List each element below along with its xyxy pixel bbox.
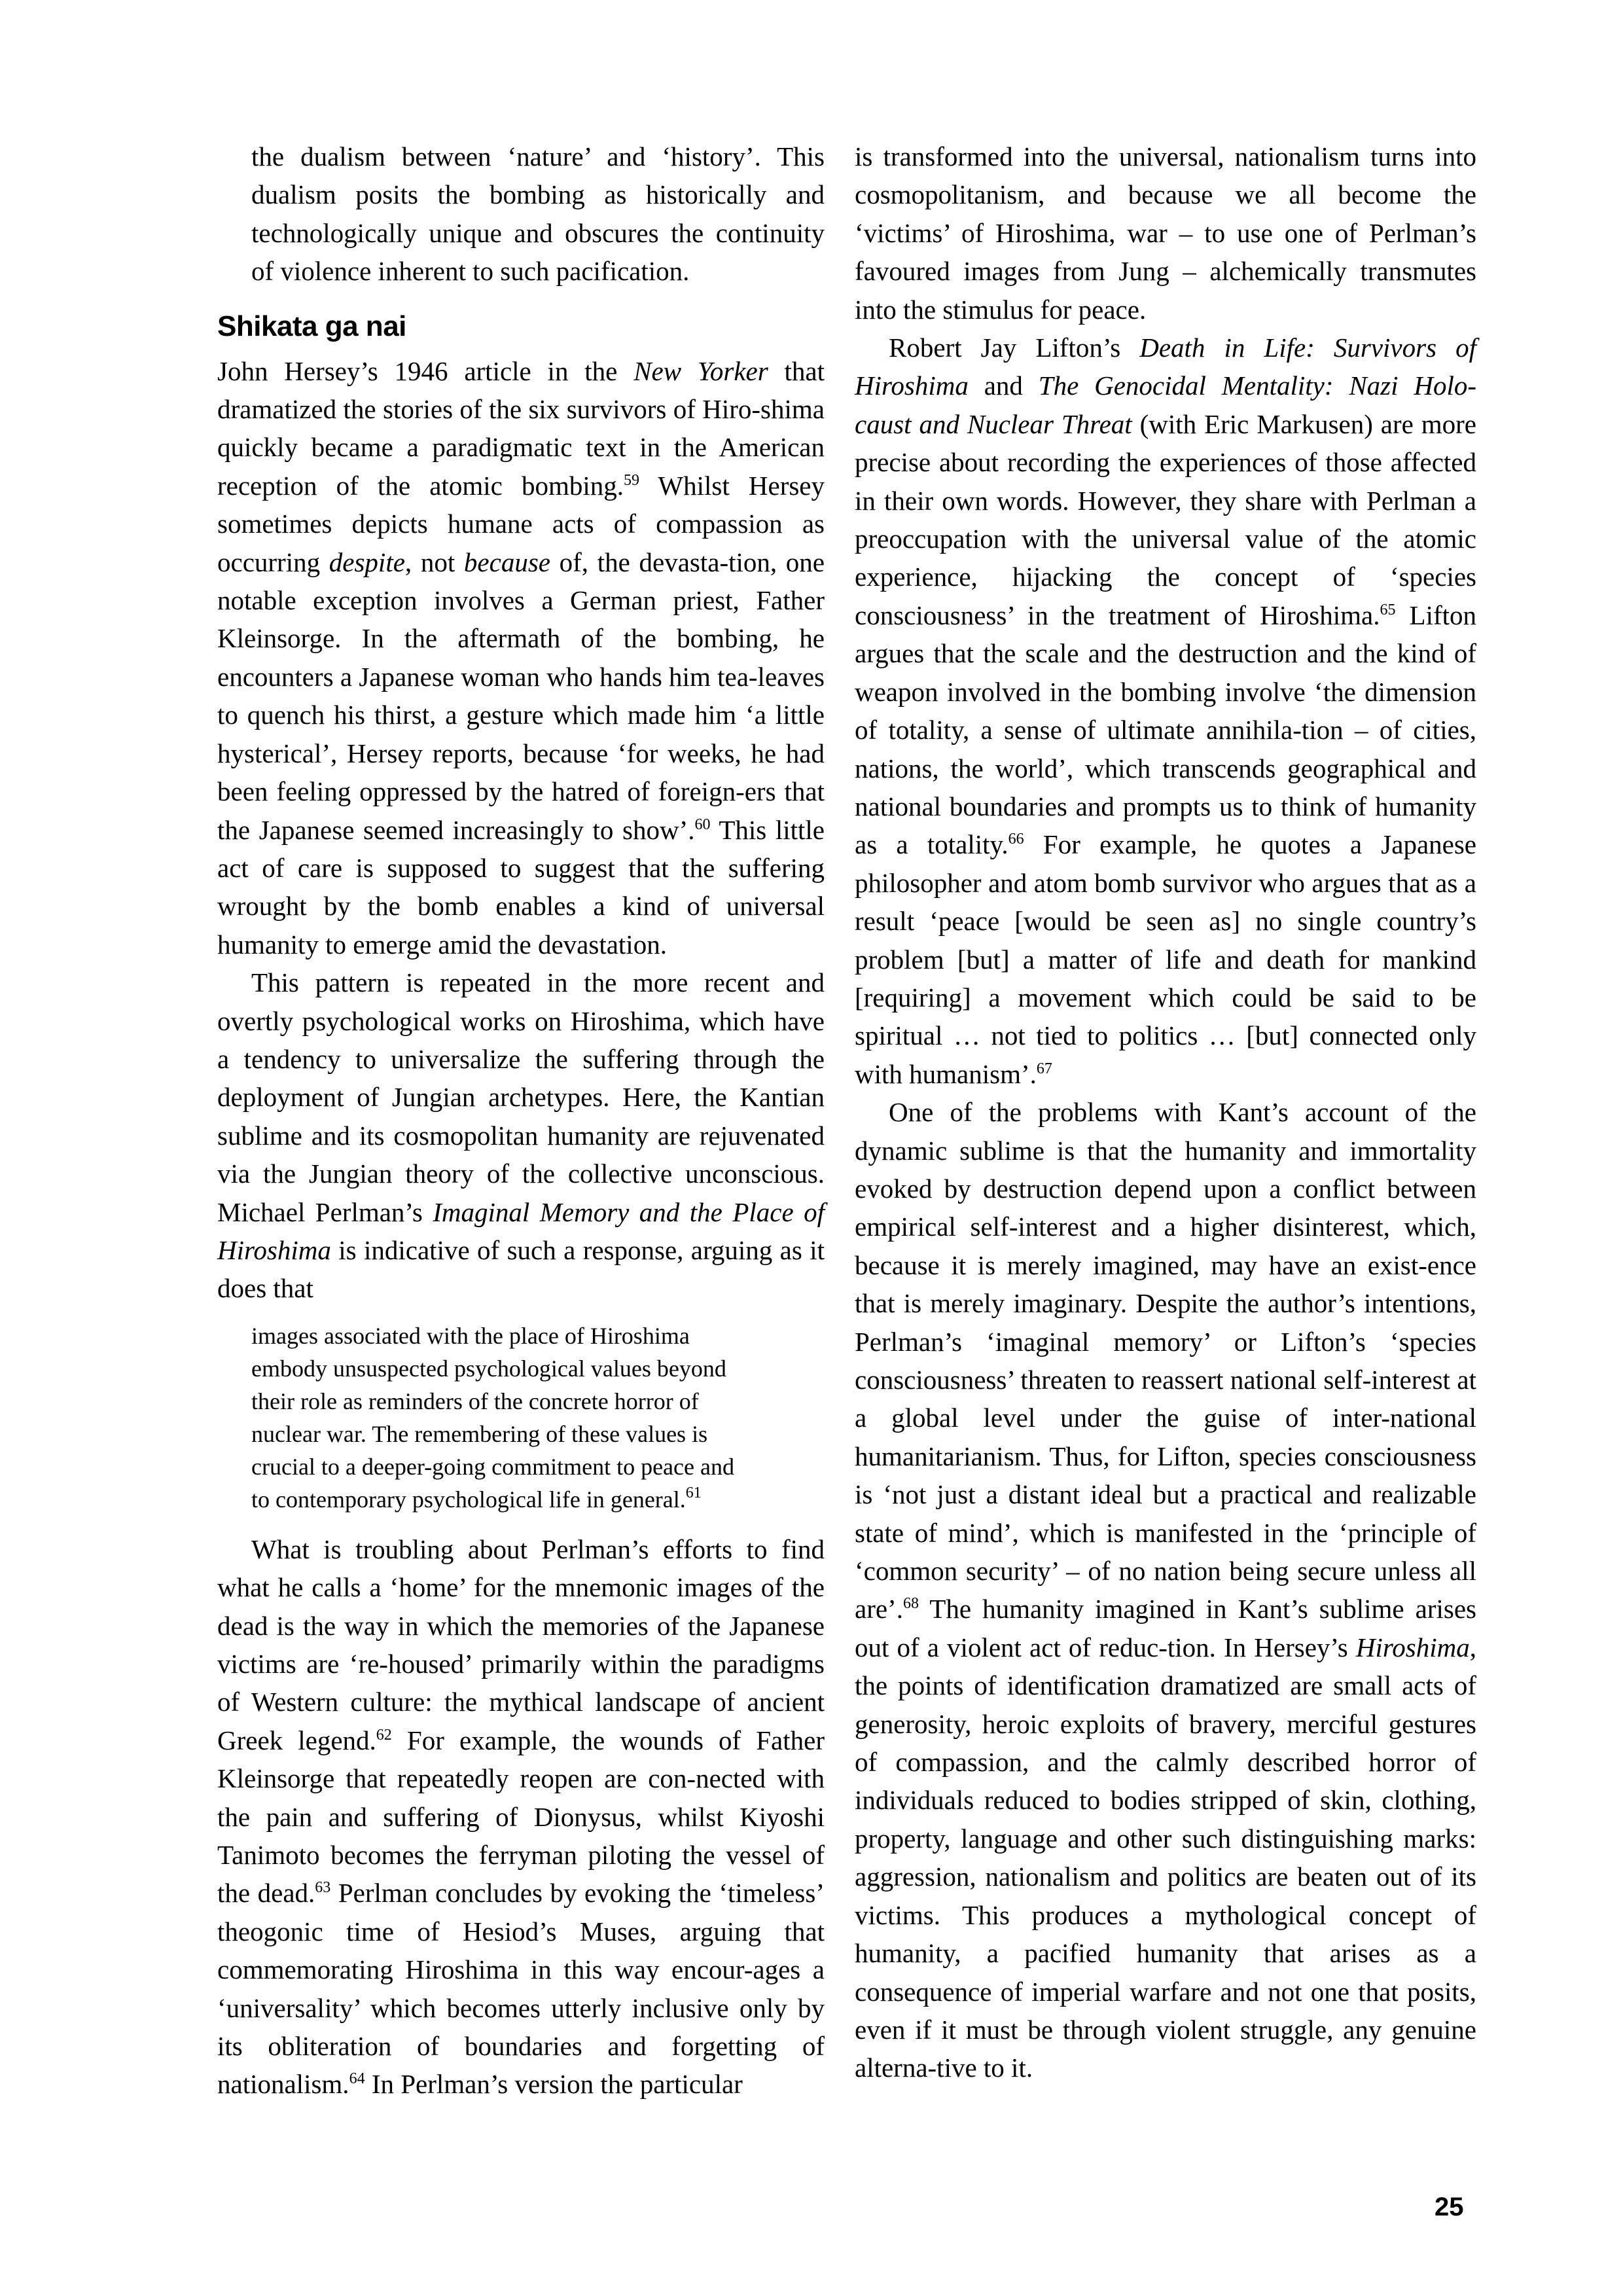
quote-line [251,1483,775,1516]
italic-emphasis: because [463,547,550,577]
page-number: 25 [1435,2193,1464,2221]
body-paragraph [217,963,825,1308]
text-segment: is indicative of such a response, arguing as it does that [217,1234,825,1304]
body-paragraph [855,1093,1476,2087]
text-segment: that dramatized the stories of the six survivors of Hiro-shima quickly became a paradigmatic text in the American reception of the atomic bombing. [217,355,825,501]
text-segment: The humanity imagined in Kant’s sublime arises out of a violent act of reduc-tion. In Hersey’s [855,1594,1476,1662]
body-paragraph [855,329,1476,1093]
footnote-ref[interactable]: 66 [1008,831,1024,848]
text-segment: of, the devasta-tion, one notable exception involves a German priest, Father Kleinsorge. In the aftermath of the bombing, he encounters a Japanese woman who hands him tea-leaves to quench his thirst, a gesture which made him ‘a little hysterical’, Hersey reports, because ‘for weeks, he had been feeling oppressed by the hatred of foreign-ers that the Japanese seemed increasingly to show’. [217,547,825,845]
quote-line: nuclear war. The remembering of these values is [251,1420,708,1447]
text-segment: (with Eric Markusen) are more precise about recording the experiences of those affected in their own words. However, they share with Perlman a preoccupation with the universal value of the atomic experience, hijacking the concept of ‘species consciousness’ in the treatment of Hiroshima. [855,408,1476,630]
text-segment: , not [404,547,464,577]
section-heading: Shikata ga nai [217,310,406,342]
italic-title: Imaginal Memory and the Place of Hiroshima [217,1196,825,1265]
text-segment: For example, he quotes a Japanese philosopher and atom bomb survivor who argues that as a result ‘peace [would be seen as] no single country’s problem [but] a matter of life and death for mankind [requiring] a movement which could be said to be spiritual … not tied to politics … [but] connected only with humanism’. [855,829,1476,1089]
text-segment: This little act of care is supposed to suggest that the suffering wrought by the bomb enables a kind of universal humanity to emerge amid the devastation. [217,814,825,960]
footnote-ref[interactable]: 59 [624,471,639,489]
body-paragraph [217,1530,825,2104]
text-segment: For example, the wounds of Father Kleinsorge that repeatedly reopen are con-nected with the pain and suffering of Dionysus, whilst Kiyoshi Tanimoto becomes the ferryman piloting the vessel of the dead. [217,1725,825,1909]
footnote-ref[interactable]: 62 [376,1726,392,1744]
text-segment: and [968,370,1039,401]
intro-paragraph: the dualism between ‘nature’ and ‘history’. This dualism posits the bombing as historically and technologically unique and obscures the continuity of violence inherent to such pacification. [251,141,825,287]
quote-line: their role as reminders of the concrete horror of [251,1388,699,1414]
footnote-ref[interactable]: 65 [1380,601,1396,619]
text-segment: This pattern is repeated in the more recent and overtly psychological works on Hiroshima, which have a tendency to universalize the suffering through the deployment of Jungian archetypes. Here, the Kantian sublime and its cosmopolitan humanity are rejuvenated via the Jungian theory of the collective unconscious. Michael Perlman’s [217,967,825,1227]
footnote-ref[interactable]: 67 [1036,1060,1052,1077]
quote-line: embody unsuspected psychological values beyond [251,1355,726,1382]
footnote-ref[interactable]: 68 [902,1595,919,1613]
italic-emphasis: despite [329,547,405,577]
text-segment: Whilst Hersey sometimes depicts humane acts of compassion as occurring [217,470,825,577]
text-segment: Robert Jay Lifton’s [889,332,1140,363]
italic-title: New Yorker [633,355,768,386]
block-quote [251,1319,775,1516]
footnote-ref[interactable]: 61 [685,1484,702,1501]
right-column [855,137,1476,2087]
footnote-ref[interactable]: 60 [694,816,711,833]
italic-title: Hiroshima [1355,1632,1470,1662]
footnote-ref[interactable]: 63 [315,1879,331,1897]
italic-title: The Genocidal Mentality: Nazi Holo-caust and Nuclear Threat [855,370,1476,439]
text-segment: One of the problems with Kant’s account of the dynamic sublime is that the humanity and immortality evoked by destruction depend upon a conflict between empirical self-interest and a higher disinterest, which, because it is merely imagined, may have an exist-ence that is merely imaginary. Despite the author’s intentions, Perlman’s ‘imaginal memory’ or Lifton’s ‘species consciousness’ threaten to reassert national self-interest at a global level under the guise of inter-national humanitarianism. Thus, for Lifton, species consciousness is ‘not just a distant ideal but a practical and realizable state of mind’, which is manifested in the ‘principle of ‘common security’ – of no nation being secure unless all are’. [855,1097,1476,1624]
quote-line: images associated with the place of Hiroshima [251,1322,690,1349]
text-segment: Perlman concludes by evoking the ‘timeless’ theogonic time of Hesiod’s Muses, arguing that commemorating Hiroshima in this way encour-ages a ‘universality’ which becomes utterly inclusive only by its obliteration of boundaries and forgetting of nationalism. [217,1878,825,2100]
text-segment: What is troubling about Perlman’s efforts to find what he calls a ‘home’ for the mnemonic images of the dead is the way in which the memories of the Japanese victims are ‘re-housed’ primarily within the paradigms of Western culture: the mythical landscape of ancient Greek legend. [217,1534,825,1755]
text-segment: Lifton argues that the scale and the destruction and the kind of weapon involved in the bombing involve ‘the dimension of totality, a sense of ultimate annihila-tion – of cities, nations, the world’, which transcends geographical and national boundaries and prompts us to think of humanity as a totality. [855,600,1477,860]
italic-title: Death in Life: Survivors of Hiroshima [855,332,1476,401]
continued-paragraph: is transformed into the universal, nationalism turns into cosmopolitanism, and because we all become the ‘victims’ of Hiroshima, war – to use one of Perlman’s favoured images from Jung – alchemically transmutes into the stimulus for peace. [855,141,1476,325]
text-segment: , the points of identification dramatized are small acts of generosity, heroic exploits of bravery, merciful gestures of compassion, and the calmly described horror of individuals reduced to bodies stripped of skin, clothing, property, language and other such distinguishing marks: aggression, nationalism and politics are beaten out of its victims. This produces a mythological concept of humanity, a pacified humanity that arises as a consequence of imperial warfare and not one that posits, even if it must be through violent struggle, any genuine alterna-tive to it. [855,1632,1476,2083]
text-segment: to contemporary psychological life in general. [251,1486,686,1513]
text-segment: John Hersey’s 1946 article in the [217,355,634,386]
left-column [217,137,825,2104]
body-paragraph [217,352,825,964]
quote-line: crucial to a deeper-going commitment to peace and [251,1453,734,1480]
footnote-ref[interactable]: 64 [349,2070,365,2088]
text-segment: In Perlman’s version the particular [365,2069,743,2100]
